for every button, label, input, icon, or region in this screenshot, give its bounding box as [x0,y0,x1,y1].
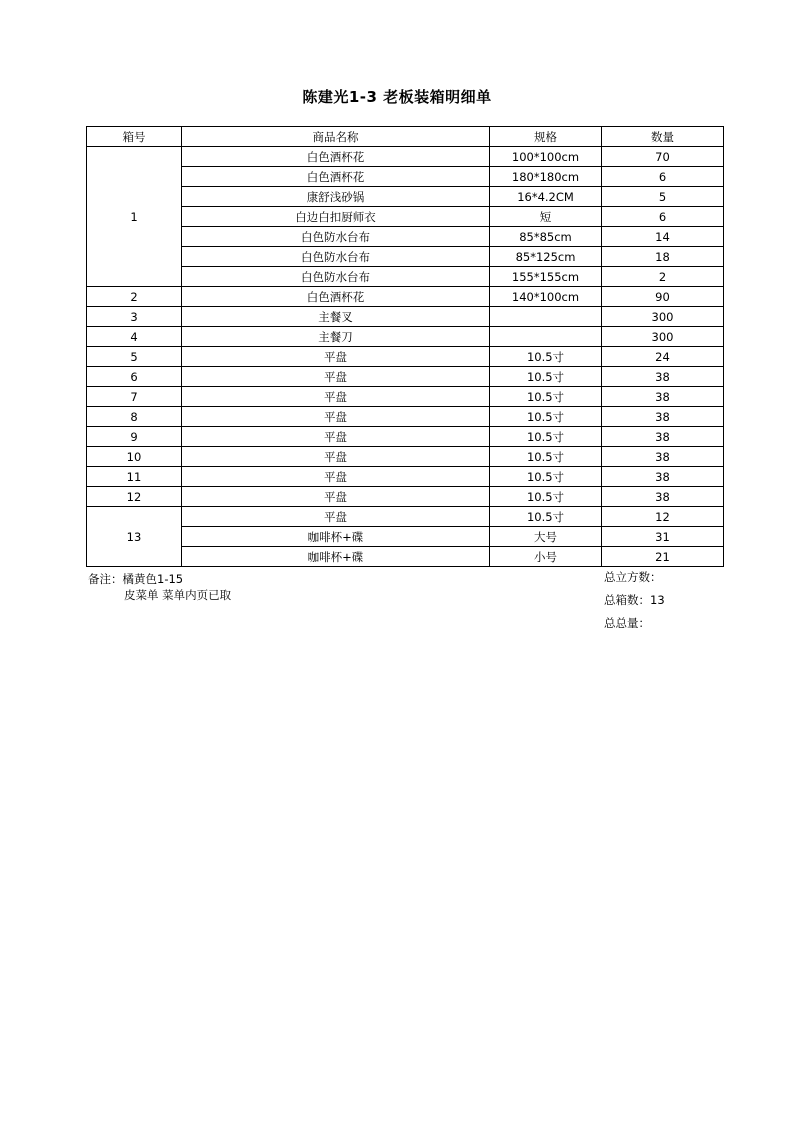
cell-quantity: 38 [602,367,724,387]
cell-quantity: 38 [602,467,724,487]
cell-box-number: 13 [87,507,182,567]
cell-quantity: 5 [602,187,724,207]
header-spec: 规格 [490,127,602,147]
cell-box-number: 12 [87,487,182,507]
cell-product-name: 平盘 [182,407,490,427]
cell-box-number: 6 [87,367,182,387]
remarks-line-1: 备注：橘黄色1-15 [88,572,184,586]
cell-spec: 10.5寸 [490,387,602,407]
cell-product-name: 平盘 [182,507,490,527]
cell-product-name: 康舒浅砂锅 [182,187,490,207]
cell-quantity: 38 [602,427,724,447]
table-row [87,407,724,427]
cell-box-number: 2 [87,287,182,307]
cell-quantity: 38 [602,487,724,507]
table-row [87,287,724,307]
table-row [87,327,724,347]
cell-box-number: 8 [87,407,182,427]
cell-spec: 155*155cm [490,267,602,287]
total-volume-label: 总立方数： [604,570,662,584]
total-boxes-value: 13 [650,593,665,607]
table-row [87,527,724,547]
cell-spec: 100*100cm [490,147,602,167]
cell-quantity: 14 [602,227,724,247]
cell-quantity: 18 [602,247,724,267]
cell-product-name: 咖啡杯+碟 [182,527,490,547]
cell-quantity: 21 [602,547,724,567]
header-quantity: 数量 [602,127,724,147]
table-row [87,467,724,487]
cell-quantity: 6 [602,207,724,227]
remarks [88,571,231,603]
cell-spec: 10.5寸 [490,487,602,507]
table-row [87,547,724,567]
total-boxes [604,592,665,615]
table-row [87,447,724,467]
cell-spec: 10.5寸 [490,427,602,447]
table-header-row [87,127,724,147]
table-row [87,387,724,407]
cell-product-name: 平盘 [182,347,490,367]
cell-box-number: 3 [87,307,182,327]
cell-product-name: 主餐叉 [182,307,490,327]
cell-quantity: 12 [602,507,724,527]
table-row [87,247,724,267]
cell-quantity: 38 [602,387,724,407]
cell-spec: 180*180cm [490,167,602,187]
packing-list-table [86,126,724,567]
cell-spec: 10.5寸 [490,407,602,427]
cell-quantity: 38 [602,447,724,467]
cell-product-name: 白色防水台布 [182,227,490,247]
total-weight-label: 总总量： [604,616,650,630]
cell-product-name: 白色防水台布 [182,267,490,287]
total-boxes-label: 总箱数： [604,593,650,607]
cell-quantity: 300 [602,307,724,327]
cell-product-name: 咖啡杯+碟 [182,547,490,567]
cell-box-number: 4 [87,327,182,347]
table-row [87,307,724,327]
cell-spec: 85*125cm [490,247,602,267]
header-product-name: 商品名称 [182,127,490,147]
table-row [87,187,724,207]
table-row [87,227,724,247]
total-weight [604,615,665,638]
cell-spec: 大号 [490,527,602,547]
cell-product-name: 白色酒杯花 [182,147,490,167]
table-row [87,347,724,367]
cell-box-number: 1 [87,147,182,287]
cell-spec: 10.5寸 [490,467,602,487]
page-title: 陈建光1-3 老板装箱明细单 [302,88,492,106]
cell-box-number: 5 [87,347,182,367]
cell-box-number: 11 [87,467,182,487]
cell-spec: 10.5寸 [490,367,602,387]
cell-spec: 140*100cm [490,287,602,307]
table-row [87,487,724,507]
table-row [87,207,724,227]
remarks-line-2: 皮菜单 菜单内页已取 [124,588,232,602]
cell-spec: 10.5寸 [490,447,602,467]
cell-product-name: 平盘 [182,467,490,487]
cell-product-name: 白边白扣厨师衣 [182,207,490,227]
table-body [87,147,724,567]
cell-quantity: 24 [602,347,724,367]
cell-product-name: 白色酒杯花 [182,167,490,187]
table-row [87,427,724,447]
cell-quantity: 2 [602,267,724,287]
cell-product-name: 白色防水台布 [182,247,490,267]
total-volume [604,569,665,592]
cell-box-number: 7 [87,387,182,407]
cell-product-name: 平盘 [182,487,490,507]
table-row [87,367,724,387]
cell-spec: 85*85cm [490,227,602,247]
cell-spec: 10.5寸 [490,507,602,527]
cell-box-number: 9 [87,427,182,447]
table-row [87,267,724,287]
totals-block [604,569,665,638]
cell-quantity: 90 [602,287,724,307]
cell-product-name: 主餐刀 [182,327,490,347]
table-row [87,507,724,527]
cell-product-name: 平盘 [182,367,490,387]
table-row [87,167,724,187]
cell-spec [490,307,602,327]
cell-quantity: 38 [602,407,724,427]
cell-quantity: 70 [602,147,724,167]
cell-product-name: 平盘 [182,387,490,407]
cell-spec [490,327,602,347]
cell-product-name: 白色酒杯花 [182,287,490,307]
cell-spec: 短 [490,207,602,227]
cell-spec: 10.5寸 [490,347,602,367]
cell-quantity: 31 [602,527,724,547]
cell-product-name: 平盘 [182,427,490,447]
cell-quantity: 300 [602,327,724,347]
cell-spec: 小号 [490,547,602,567]
cell-box-number: 10 [87,447,182,467]
cell-quantity: 6 [602,167,724,187]
cell-product-name: 平盘 [182,447,490,467]
header-box-number: 箱号 [87,127,182,147]
cell-spec: 16*4.2CM [490,187,602,207]
table-row [87,147,724,167]
